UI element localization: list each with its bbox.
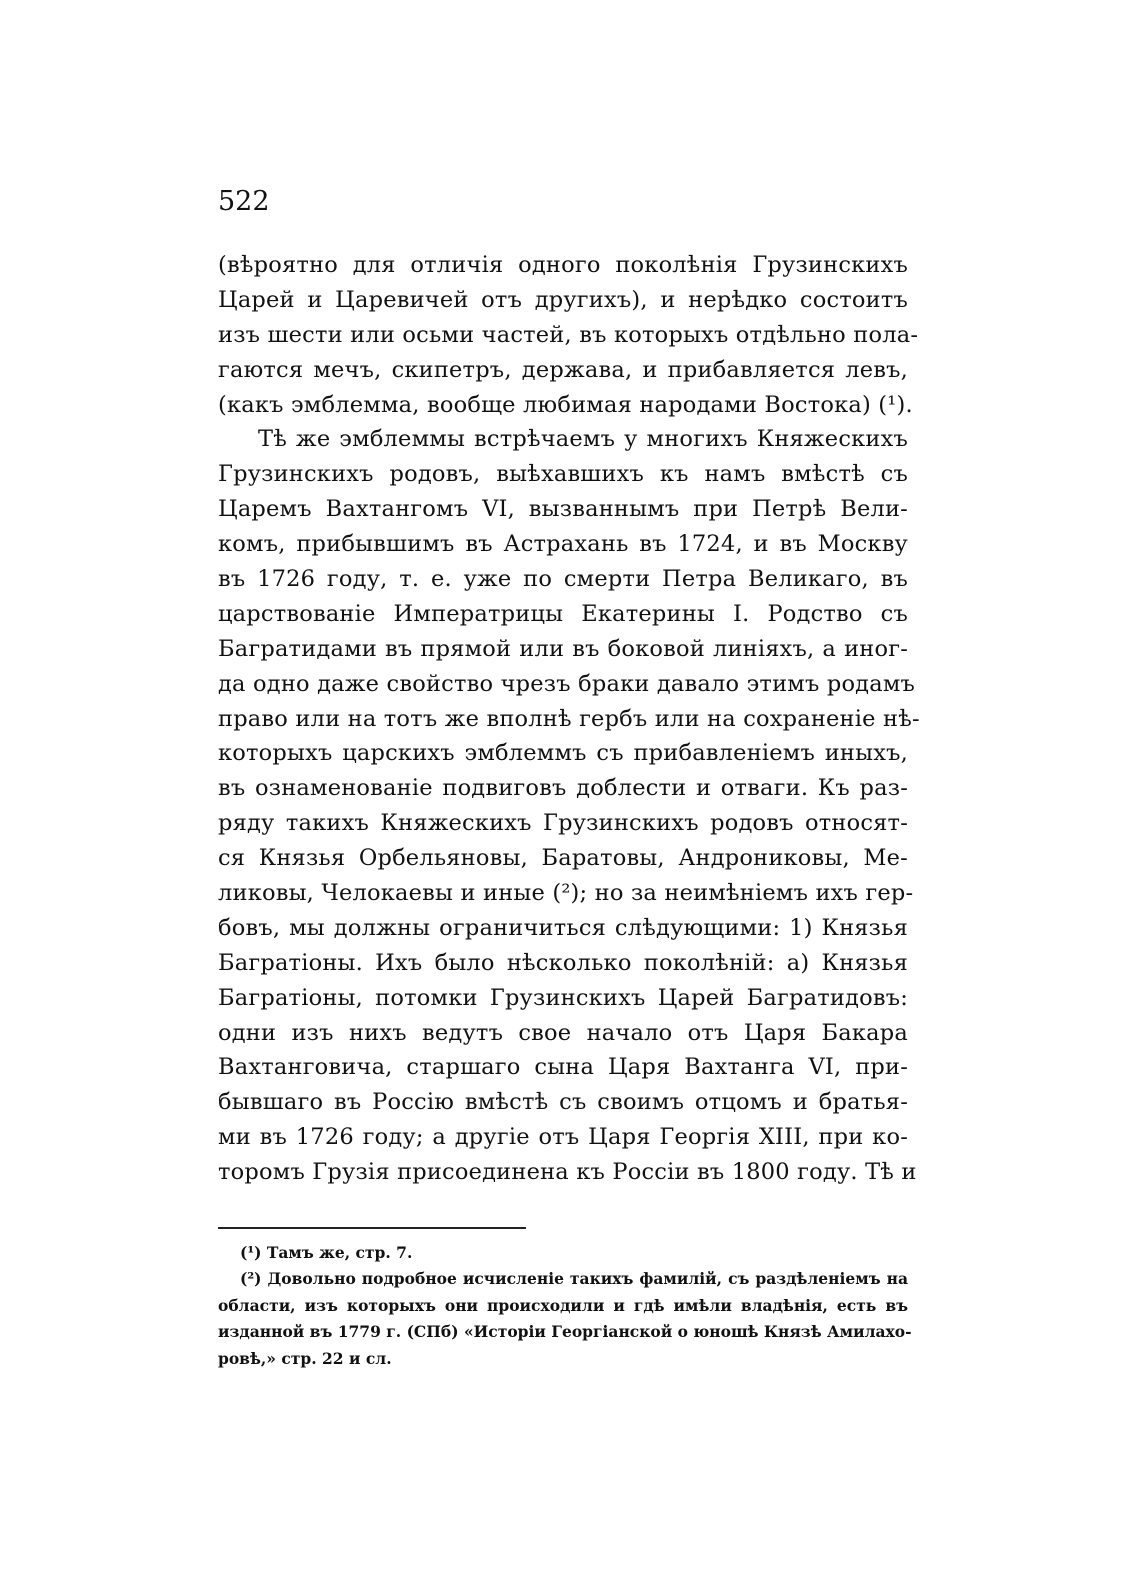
footnote-line: области, изъ которыхъ они происходили и гдѣ имѣли владѣнія, есть въ	[218, 1295, 908, 1315]
footnote-divider	[218, 1227, 526, 1229]
text-line: ряду такихъ Княжескихъ Грузинскихъ родовъ относят-	[218, 810, 908, 837]
text-line: бовъ, мы должны ограничиться слѣдующими: 1) Князья	[218, 914, 908, 941]
text-line: (какъ эмблемма, вообще любимая народами Востока) (¹).	[218, 391, 913, 418]
text-line: царствованіе Императрицы Екатерины I. Родство съ	[218, 600, 908, 627]
text-line: Царей и Царевичей отъ другихъ), и нерѣдко состоитъ	[218, 286, 908, 313]
text-line: въ ознаменованіе подвиговъ доблести и отваги. Къ раз-	[218, 775, 908, 802]
text-line: гаются мечъ, скипетръ, держава, и прибавляется левъ,	[218, 356, 908, 383]
main-text-block	[218, 248, 920, 1190]
text-line: Багратидами въ прямой или въ боковой линіяхъ, а иног-	[218, 635, 908, 662]
text-line: въ 1726 году, т. е. уже по смерти Петра Великаго, въ	[218, 566, 908, 593]
text-line: Багратіоны. Ихъ было нѣсколько поколѣній: а) Князья	[218, 949, 908, 976]
text-line: которыхъ царскихъ эмблеммъ съ прибавленіемъ иныхъ,	[218, 740, 908, 767]
text-line: Грузинскихъ родовъ, выѣхавшихъ къ намъ вмѣстѣ съ	[218, 461, 908, 488]
text-line: Царемъ Вахтангомъ VI, вызваннымъ при Петрѣ Вели-	[218, 496, 908, 523]
text-line: ликовы, Челокаевы и иные (²); но за неимѣніемъ ихъ гер-	[218, 880, 914, 907]
footnotes-block	[218, 1240, 912, 1372]
page-number: 522	[218, 186, 270, 217]
footnote-line: ровѣ,» стр. 22 и сл.	[218, 1348, 392, 1368]
text-line: да одно даже свойство чрезъ браки давало этимъ родамъ	[218, 670, 916, 697]
text-line: право или на тотъ же вполнѣ гербъ или на сохраненіе нѣ-	[218, 705, 920, 732]
text-line: изъ шести или осьми частей, въ которыхъ отдѣльно пола-	[218, 321, 919, 348]
footnote-line: изданной въ 1779 г. (СПб) «Исторіи Георгіанской о юношѣ Князѣ Амилахо-	[218, 1322, 912, 1342]
text-line: Багратіоны, потомки Грузинскихъ Царей Багратидовъ:	[218, 984, 908, 1011]
text-line: Тѣ же эмблеммы встрѣчаемъ у многихъ Княжескихъ	[258, 426, 908, 453]
text-line: Вахтанговича, старшаго сына Царя Вахтанга VI, при-	[218, 1054, 908, 1081]
text-line: ся Князья Орбельяновы, Баратовы, Андрониковы, Ме-	[218, 845, 908, 872]
text-line: комъ, прибывшимъ въ Астрахань въ 1724, и въ Москву	[218, 531, 908, 558]
footnote-line: (²) Довольно подробное исчисленіе такихъ фамилій, съ раздѣленіемъ на	[240, 1269, 908, 1289]
text-line: ми въ 1726 году; а другіе отъ Царя Георгія XIII, при ко-	[218, 1124, 908, 1151]
text-line: одни изъ нихъ ведутъ свое начало отъ Царя Бакара	[218, 1019, 908, 1046]
text-line: (вѣроятно для отличія одного поколѣнія Грузинскихъ	[218, 252, 908, 278]
footnote-line: (¹) Тамъ же, стр. 7.	[240, 1243, 413, 1262]
text-line: торомъ Грузія присоединена къ Россіи въ 1800 году. Тѣ и	[218, 1159, 917, 1186]
text-line: бывшаго въ Россію вмѣстѣ съ своимъ отцомъ и братья-	[218, 1089, 908, 1116]
